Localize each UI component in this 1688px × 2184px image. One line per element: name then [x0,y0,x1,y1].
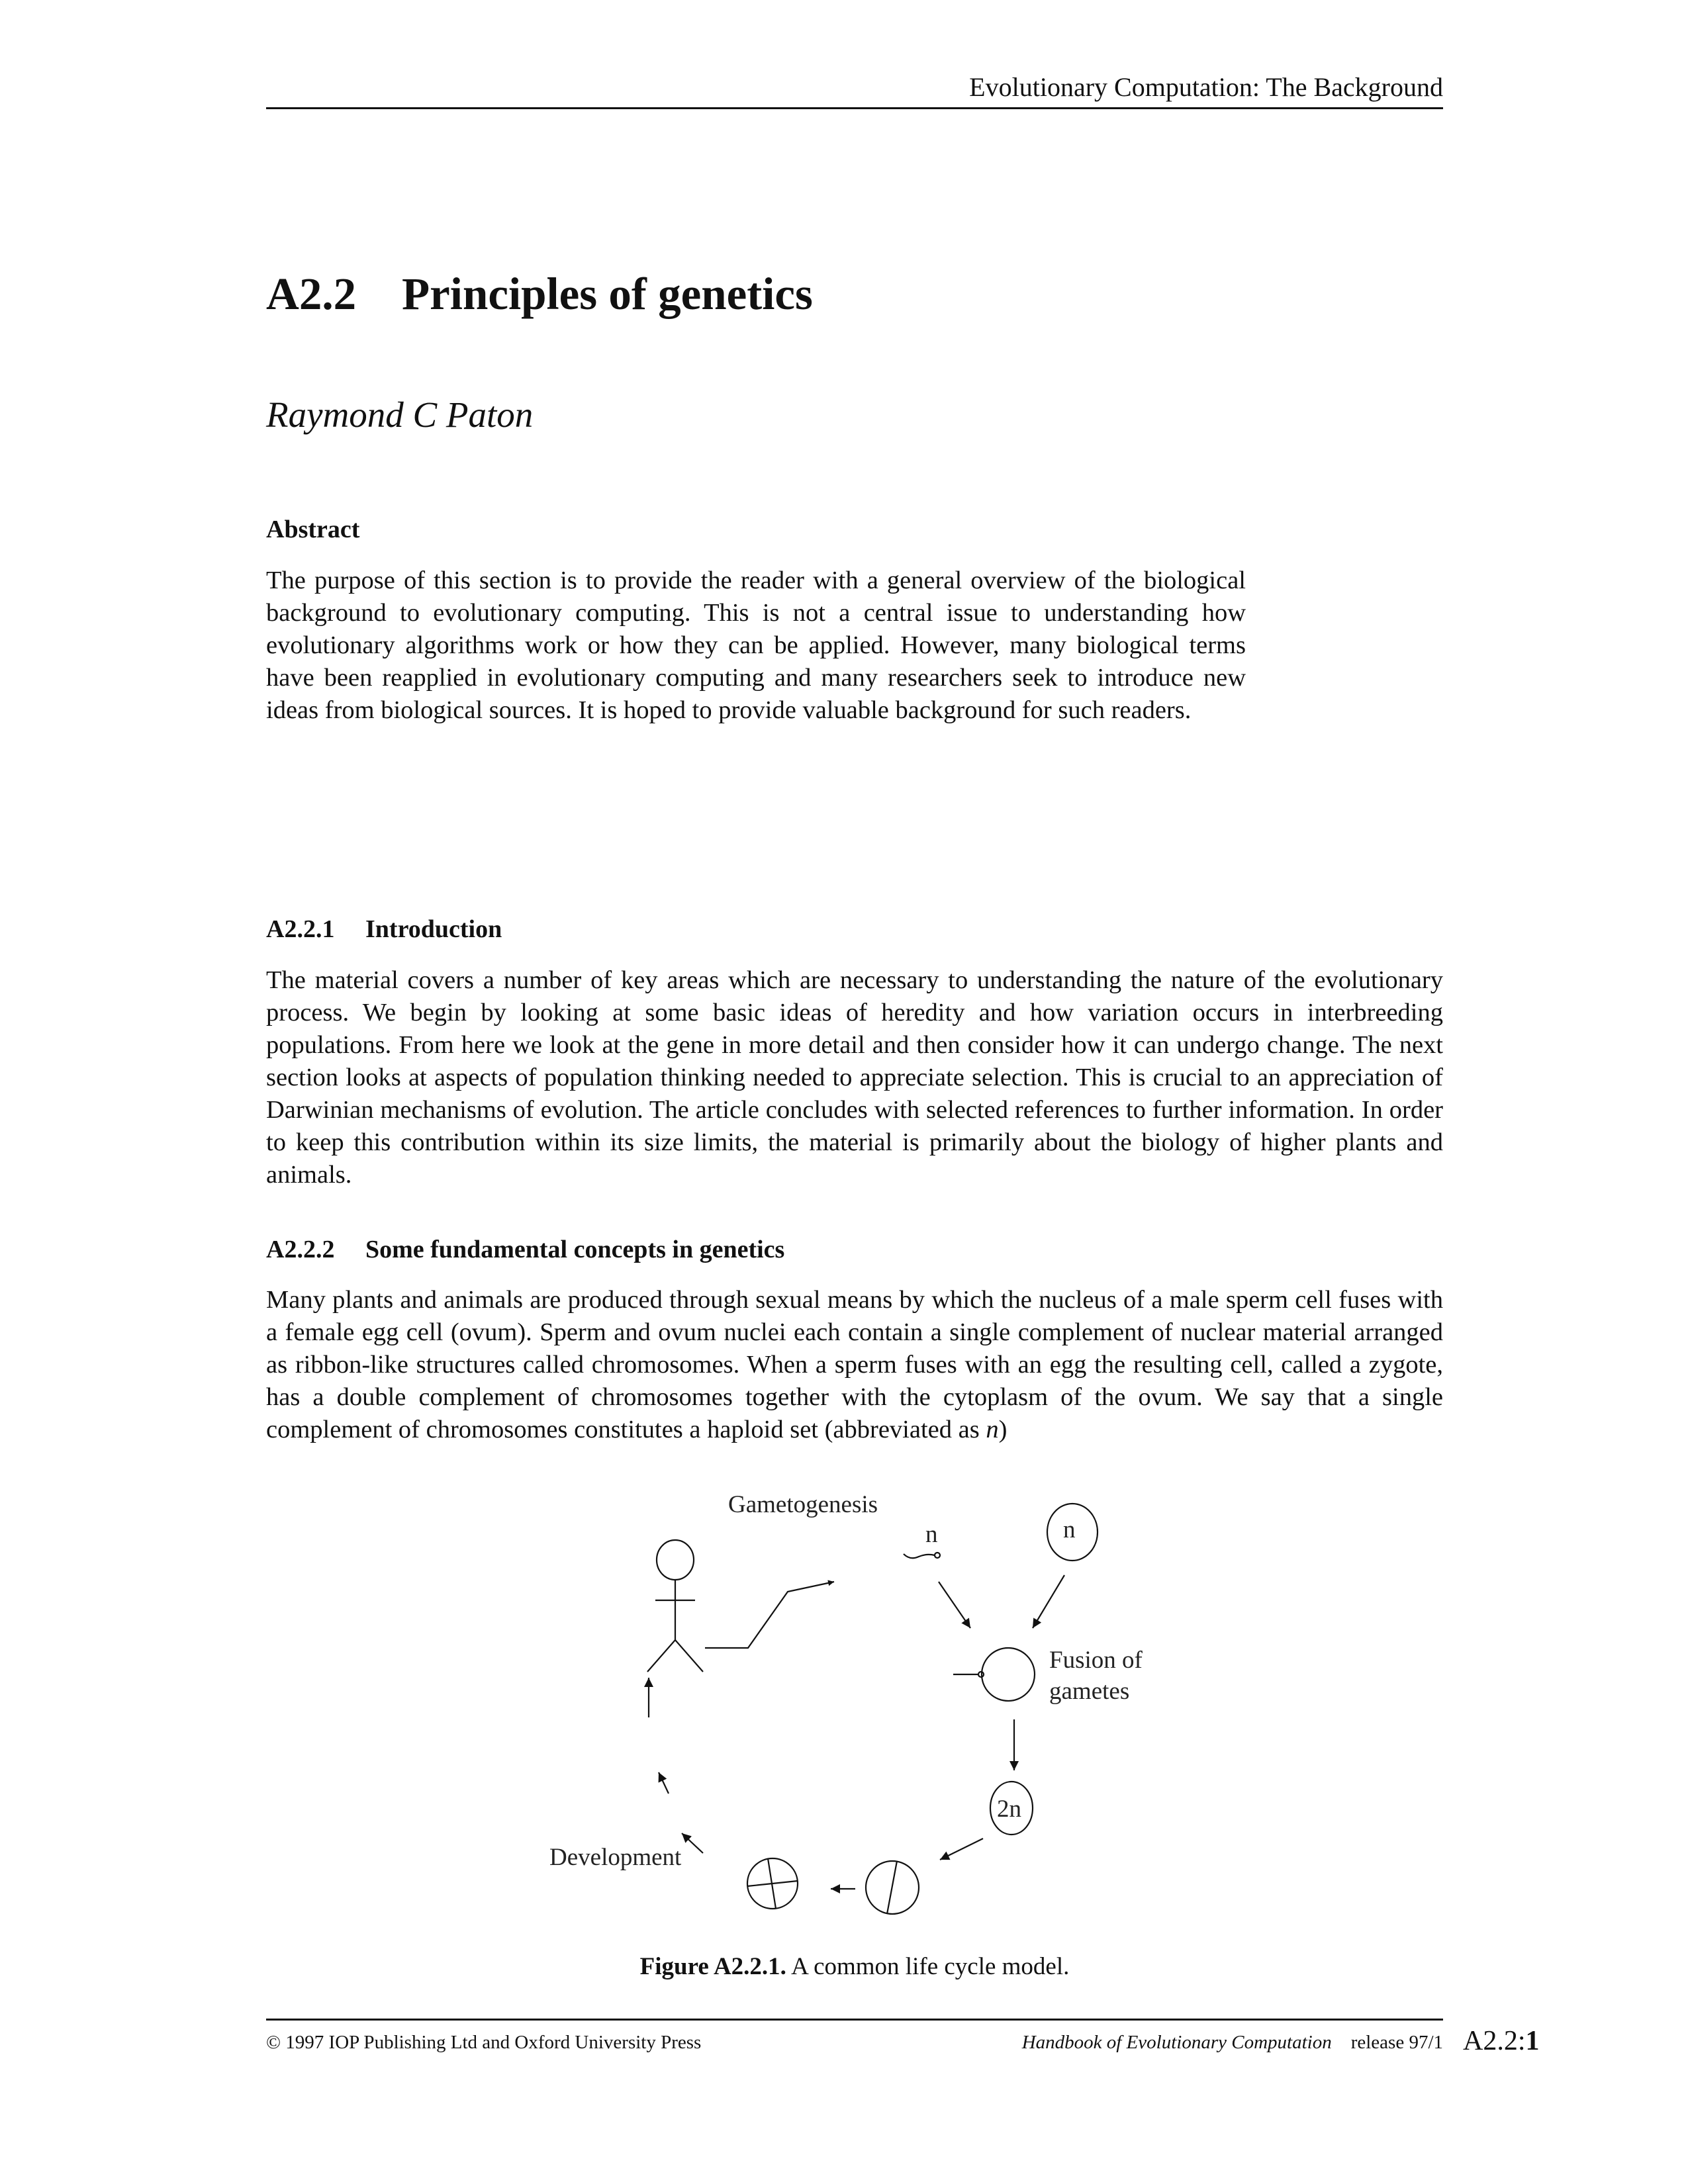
section-text-fundamentals [266,1284,1443,1446]
life-cycle-diagram [530,1476,1165,1939]
article-title [266,268,813,320]
ovum-to-fusion-arrow [1033,1575,1064,1628]
sperm-to-fusion-arrow [939,1582,970,1628]
adult-figure [647,1540,703,1672]
handbook-title: Handbook of Evolutionary Computation [1021,2032,1332,2053]
development-label: Development [549,1844,682,1871]
zygote-2n-label: 2n [997,1796,1021,1823]
sperm-icon [904,1553,940,1558]
section-title: Some fundamental concepts in genetics [365,1236,785,1263]
two-cell-embryo [866,1861,919,1914]
figure-caption [266,1952,1443,1981]
section-heading-introduction [266,915,502,944]
article-number: A2.2 [266,269,357,319]
article-title-text: Principles of genetics [402,269,813,319]
section-title: Introduction [365,915,502,943]
haploid-symbol: n [986,1416,999,1443]
life-cycle-figure [530,1476,1165,1939]
sperm-n-label: n [925,1521,938,1548]
handbook-info [927,2032,1443,2054]
section-heading-fundamentals [266,1235,784,1264]
fusion-label-line2: gametes [1049,1678,1130,1705]
abstract-heading: Abstract [266,516,360,543]
development-arrow-2 [659,1772,669,1794]
gametogenesis-arrow [705,1582,834,1648]
page-prefix: A2.2: [1463,2026,1526,2056]
zygote-to-cleavage-arrow [940,1839,983,1860]
development-arrow-1 [682,1833,703,1853]
section-number: A2.2.1 [266,915,335,943]
egg-n-label: n [1063,1516,1076,1543]
four-cell-embryo [747,1858,798,1909]
author: Raymond C Paton [266,394,534,435]
section-text-introduction: The material covers a number of key areas which are necessary to understanding the nature of the evolutionary process. We begin by looking at some basic ideas of heredity and how variation occurs in interbreeding populations. From here we look at the gene in more detail and then consider how it can undergo change. The next section looks at aspects of population thinking needed to appreciate selection. This is crucial to an appreciation of Darwinian mechanisms of evolution. The article concludes with selected references to further information. In order to keep this contribution within its size limits, the material is primarily about the biology of higher plants and animals. [266,966,1443,1189]
fusion-label-line1: Fusion of [1049,1647,1143,1674]
page-number-value: 1 [1525,2026,1540,2056]
running-head: Evolutionary Computation: The Background [969,72,1443,102]
page-number [1463,2025,1540,2057]
copyright-notice: © 1997 IOP Publishing Ltd and Oxford University Press [266,2032,702,2053]
section-number: A2.2.2 [266,1236,335,1263]
fusion-cell [953,1648,1035,1701]
gametogenesis-label: Gametogenesis [728,1491,878,1518]
section-text-main: Many plants and animals are produced through sexual means by which the nucleus of a male sperm cell fuses with a female egg cell (ovum). Sperm and ovum nuclei each contain a single complement of nuclear material arranged as ribbon-like structures called chromosomes. When a sperm fuses with an egg the resulting cell, called a zygote, has a double complement of chromosomes together with the cytoplasm of the ovum. We say that a single complement of chromosomes constitutes a haploid set (abbreviated as [266,1286,1443,1443]
figure-caption-text: A common life cycle model. [786,1953,1070,1980]
figure-caption-label: Figure A2.2.1. [639,1953,786,1980]
abstract-text: The purpose of this section is to provide the reader with a general overview of the biological background to evolutionary computing. This is not a central issue to understanding how evolutionary algorithms work or how they can be applied. However, many biological terms have been reapplied in evolutionary computing and many researchers seek to introduce new ideas from biological sources. It is hoped to provide valuable background for such readers. [266,567,1246,724]
release-label: release 97/1 [1350,2032,1443,2053]
header-rule [266,107,1443,109]
section-text-end: ) [998,1416,1008,1443]
footer-rule [266,2019,1443,2021]
